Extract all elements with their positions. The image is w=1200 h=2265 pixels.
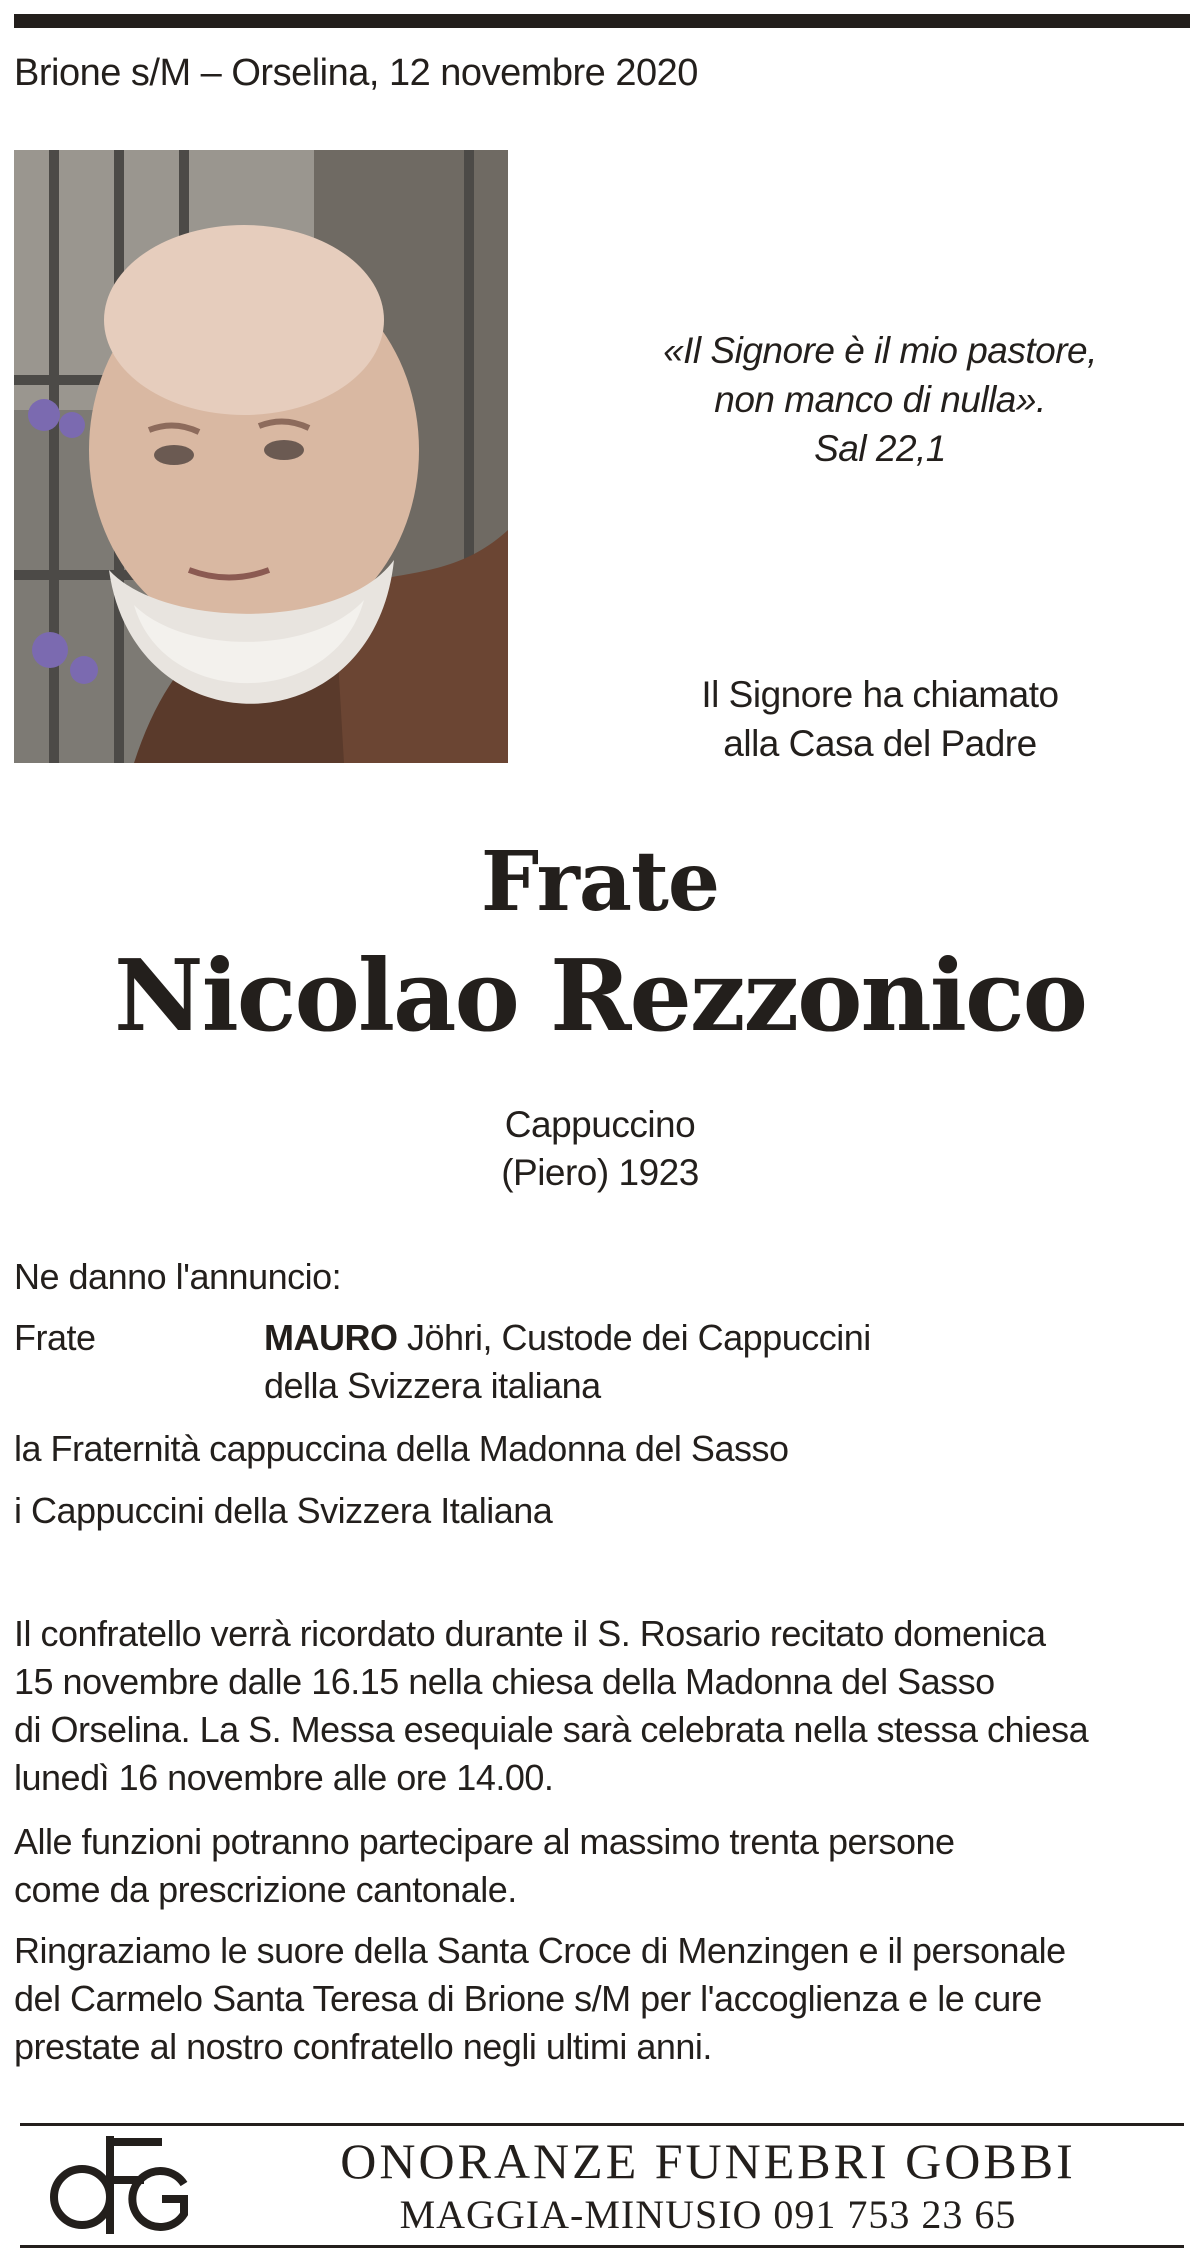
paragraph-line: prestate al nostro confratello negli ultimi anni. [14,2026,712,2067]
paragraph-line: Ringraziamo le suore della Santa Croce di Menzingen e il personale [14,1930,1066,1971]
birth-info: (Piero) 1923 [501,1152,699,1193]
called-home-text [560,670,1200,768]
footer-rule-top [20,2123,1184,2126]
funeral-home-contact: MAGGIA-MINUSIO 091 753 23 65 [399,2192,1017,2237]
paragraph-line: Il confratello verrà ricordato durante il S. Rosario recitato domenica [14,1613,1046,1654]
paragraph-line: Alle funzioni potranno partecipare al massimo trenta persone [14,1821,955,1862]
funeral-home-name: ONORANZE FUNEBRI GOBBI [340,2133,1076,2189]
portrait-photo [14,150,508,763]
quote-line-2: non manco di nulla». [714,379,1046,420]
announcer-capuchins: i Cappuccini della Svizzera Italiana [14,1490,553,1531]
ceremony-paragraph [14,1610,1184,1802]
attendance-paragraph [14,1818,1184,1914]
quote-reference: Sal 22,1 [814,428,946,469]
scripture-quote [560,326,1200,473]
thanks-paragraph [14,1927,1184,2071]
quote-line-1: «Il Signore è il mio pastore, [663,330,1097,371]
paragraph-line: lunedì 16 novembre alle ore 14.00. [14,1757,554,1798]
paragraph-line: 15 novembre dalle 16.15 nella chiesa della Madonna del Sasso [14,1661,995,1702]
announcement-intro: Ne danno l'annuncio: [14,1256,342,1297]
footer-rule-bottom [20,2245,1184,2248]
announcer-fraternity: la Fraternità cappuccina della Madonna del Sasso [14,1428,789,1469]
paragraph-line: del Carmelo Santa Teresa di Brione s/M per l'accoglienza e le cure [14,1978,1042,2019]
announcer-frate-name [264,1314,871,1362]
announcer-frate-line-2: della Svizzera italiana [264,1365,601,1406]
deceased-name: Nicolao Rezzonico [113,939,1087,1054]
top-rule [14,14,1190,28]
religious-order: Cappuccino [504,1104,696,1145]
announcer-frate-label: Frate [14,1317,96,1358]
funeral-home-logo-icon [44,2132,194,2238]
called-line-1: Il Signore ha chiamato [701,674,1059,715]
portrait-illustration [14,150,508,763]
place-date: Brione s/M – Orselina, 12 novembre 2020 [14,52,698,94]
paragraph-line: di Orselina. La S. Messa esequiale sarà celebrata nella stessa chiesa [14,1709,1089,1750]
paragraph-line: come da prescrizione cantonale. [14,1869,517,1910]
deceased-title: Frate [480,834,720,930]
announcer-first-name: MAURO [264,1317,398,1358]
called-line-2: alla Casa del Padre [723,723,1037,764]
announcer-rest: Jöhri, Custode dei Cappuccini [397,1317,871,1358]
